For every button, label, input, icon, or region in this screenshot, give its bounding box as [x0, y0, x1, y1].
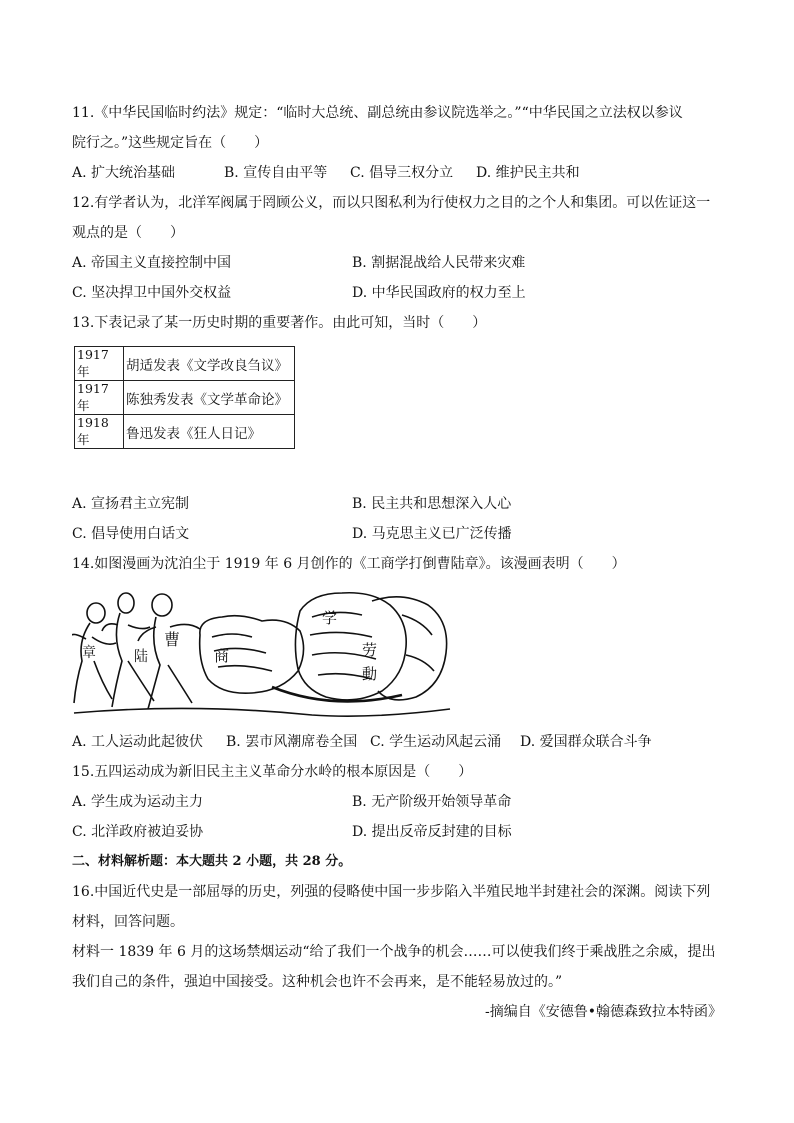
- question-12-options-row2: [72, 278, 722, 308]
- cartoon-label: 陆: [134, 649, 148, 665]
- question-11: [72, 98, 722, 188]
- question-13: [72, 308, 722, 549]
- table-cell-year: 1917年: [75, 381, 124, 415]
- question-15-options-row2: [72, 817, 722, 847]
- table-row: [75, 381, 295, 415]
- option-a[interactable]: A. 学生成为运动主力: [72, 794, 204, 810]
- table-cell-work: 陈独秀发表《文学革命论》: [124, 381, 295, 415]
- option-d[interactable]: D. 提出反帝反封建的目标: [352, 824, 512, 840]
- option-c[interactable]: C. 北洋政府被迫妥协: [72, 824, 204, 840]
- option-a[interactable]: A. 扩大统治基础: [72, 165, 176, 181]
- question-16: [72, 877, 722, 1027]
- option-b[interactable]: B. 无产阶级开始领导革命: [352, 794, 512, 810]
- option-c[interactable]: C. 学生运动风起云涌: [370, 734, 502, 750]
- question-14-options: [72, 727, 722, 757]
- option-a[interactable]: A. 帝国主义直接控制中国: [72, 255, 232, 271]
- option-d[interactable]: D. 维护民主共和: [476, 165, 580, 181]
- question-15-stem: 15.五四运动成为新旧民主主义革命分水岭的根本原因是（ ）: [72, 764, 473, 780]
- cartoon-label: 商: [214, 647, 230, 665]
- table-cell-year: 1918年: [75, 415, 124, 449]
- question-16-stem-line2: 材料，回答问题。: [72, 914, 184, 930]
- exam-page: [72, 98, 722, 1027]
- cartoon-label: 曹: [164, 630, 181, 649]
- option-b[interactable]: B. 宣传自由平等: [224, 165, 328, 181]
- question-15: [72, 757, 722, 847]
- option-b[interactable]: B. 割据混战给人民带来灾难: [352, 255, 526, 271]
- question-11-stem-line2: 院行之。”这些规定旨在（ ）: [72, 135, 269, 151]
- option-a[interactable]: A. 宣扬君主立宪制: [72, 496, 190, 512]
- question-14: [72, 549, 722, 757]
- question-12-options-row1: [72, 248, 722, 278]
- question-13-options-row1: [72, 489, 722, 519]
- option-c[interactable]: C. 倡导使用白话文: [72, 526, 190, 542]
- material-line1: 材料一 1839 年 6 月的这场禁烟运动“给了我们一个战争的机会……可以使我们终于乘战胜之余威，提出: [72, 944, 716, 960]
- table-cell-work: 鲁迅发表《狂人日记》: [124, 415, 295, 449]
- option-c[interactable]: C. 坚决捍卫中国外交权益: [72, 285, 232, 301]
- option-d[interactable]: D. 马克思主义已广泛传播: [352, 526, 512, 542]
- table-row: [75, 347, 295, 381]
- cartoon-label: 章: [82, 645, 96, 661]
- option-b[interactable]: B. 罢市风潮席卷全国: [226, 734, 358, 750]
- option-d[interactable]: D. 中华民国政府的权力至上: [352, 285, 526, 301]
- question-12-stem-line1: 12.有学者认为，北洋军阀属于罔顾公义，而以只图私利为行使权力之目的之个人和集团。可以佐证这一: [72, 195, 711, 211]
- table-cell-year: 1917年: [75, 347, 124, 381]
- question-12-stem-line2: 观点的是（ ）: [72, 225, 184, 241]
- option-b[interactable]: B. 民主共和思想深入人心: [352, 496, 512, 512]
- table-cell-work: 胡适发表《文学改良刍议》: [124, 347, 295, 381]
- question-12: [72, 188, 722, 308]
- question-13-options-row2: [72, 519, 722, 549]
- option-c[interactable]: C. 倡导三权分立: [350, 165, 454, 181]
- question-13-stem: 13.下表记录了某一历史时期的重要著作。由此可知，当时（ ）: [72, 315, 487, 331]
- cartoon-label: 動: [362, 665, 378, 683]
- option-d[interactable]: D. 爱国群众联合斗争: [520, 734, 652, 750]
- question-11-options: [72, 158, 722, 188]
- cartoon-illustration: [72, 591, 452, 717]
- material-line2: 我们自己的条件，强迫中国接受。这种机会也许不会再来，是不能轻易放过的。”: [72, 974, 563, 990]
- works-table: [74, 346, 295, 449]
- section-heading: 二、材料解析题：本大题共 2 小题，共 28 分。: [72, 854, 352, 869]
- cartoon-label: 学: [322, 609, 338, 627]
- question-14-stem: 14.如图漫画为沈泊尘于 1919 年 6 月创作的《工商学打倒曹陆章》。该漫画表明（ ）: [72, 556, 626, 572]
- question-16-stem-line1: 16.中国近代史是一部屈辱的历史，列强的侵略使中国一步步陷入半殖民地半封建社会的深渊。阅读下列: [72, 884, 711, 900]
- option-a[interactable]: A. 工人运动此起彼伏: [72, 734, 204, 750]
- cartoon-label: 劳: [362, 641, 378, 659]
- material-source: -摘编自《安德鲁•翰德森致拉本特函》: [485, 1004, 722, 1020]
- question-15-options-row1: [72, 787, 722, 817]
- question-11-stem-line1: 11.《中华民国临时约法》规定：“临时大总统、副总统由参议院选举之。”“中华民国之立法权以参议: [72, 105, 683, 121]
- table-row: [75, 415, 295, 449]
